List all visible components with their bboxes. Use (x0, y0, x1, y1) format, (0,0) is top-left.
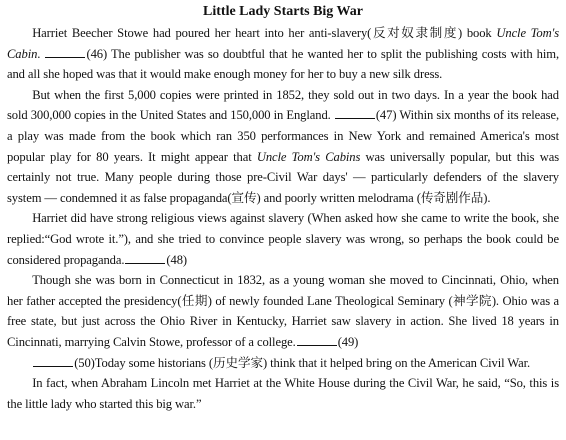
paragraph-1 (7, 23, 559, 85)
blank-number-50: (50) (74, 355, 95, 370)
paragraph-1-text-c: The publisher was so doubtful that he wanted her to split the publishing costs with him, and all she hoped was that it would make enough money for her to buy a new silk dress. (7, 46, 559, 82)
blank-number-46: (46) (86, 46, 108, 61)
paragraph-4-text-a: Though she was born in Connecticut in 1832, as a young woman she moved to Cincinnati, Ohio, when her father accepted the presidency(任期) of newly founded Lane Theological Seminary (神学院). Ohio was a free state, but just across the Ohio River in Kentucky, Harriet saw slavery in action. She lived 18 years in Cincinnati, marrying Calvin Stowe, professor of a college. (7, 273, 559, 349)
answer-blank-49[interactable] (297, 332, 337, 346)
answer-blank-47[interactable] (335, 105, 375, 119)
answer-blank-46[interactable] (45, 44, 85, 58)
paragraph-2-text-c: was universally popular, but this was certainly not true. Many people during those pre-Civil War days' — particularly defenders of the slavery system — condemned it as false propaganda(宣传) and poorly written melodrama (传奇剧作品). (7, 149, 560, 205)
blank-number-49: (49) (337, 334, 359, 349)
book-title-2: Uncle Tom's Cabins (256, 149, 361, 164)
paragraph-1-text-b: . (37, 46, 45, 61)
paragraph-1-text-a: Harriet Beecher Stowe had poured her heart into her anti-slavery(反对奴隶制度) book (32, 26, 497, 40)
answer-blank-48[interactable] (125, 250, 165, 264)
paragraph-2-text-b: Within six months of its release, a play was made from the book which ran 350 performances in New York and remained America's most popular play for 80 years. It might appear that (7, 108, 559, 164)
paragraph-3 (7, 208, 559, 270)
paragraph-4 (7, 270, 559, 352)
paragraph-5 (7, 353, 559, 374)
passage-title: Little Lady Starts Big War (203, 4, 363, 19)
paragraph-6-text-a: In fact, when Abraham Lincoln met Harriet at the White House during the Civil War, he said, “So, this is the little lady who started this big war.” (7, 376, 559, 411)
paragraph-2-text-a: But when the first 5,000 copies were printed in 1852, they sold out in two days. In a year the book had sold 300,000 copies in the United States and 150,000 in England. (7, 87, 559, 123)
answer-blank-50[interactable] (33, 353, 73, 367)
paragraph-6 (7, 373, 559, 414)
book-title: Uncle Tom's Cabin (7, 26, 560, 61)
paragraph-2 (7, 85, 559, 209)
paragraph-3-text-a: Harriet did have strong religious views against slavery (When asked how she came to write the book, she replied:“God wrote it.”), and she tried to convince people slavery was wrong, so perhaps the book could be considered propaganda. (7, 211, 559, 267)
paragraph-5-text-a: Today some historians (历史学家) think that it helped bring on the American Civil War. (94, 355, 531, 370)
blank-number-48: (48) (166, 252, 187, 267)
blank-number-47: (47) (375, 108, 397, 123)
